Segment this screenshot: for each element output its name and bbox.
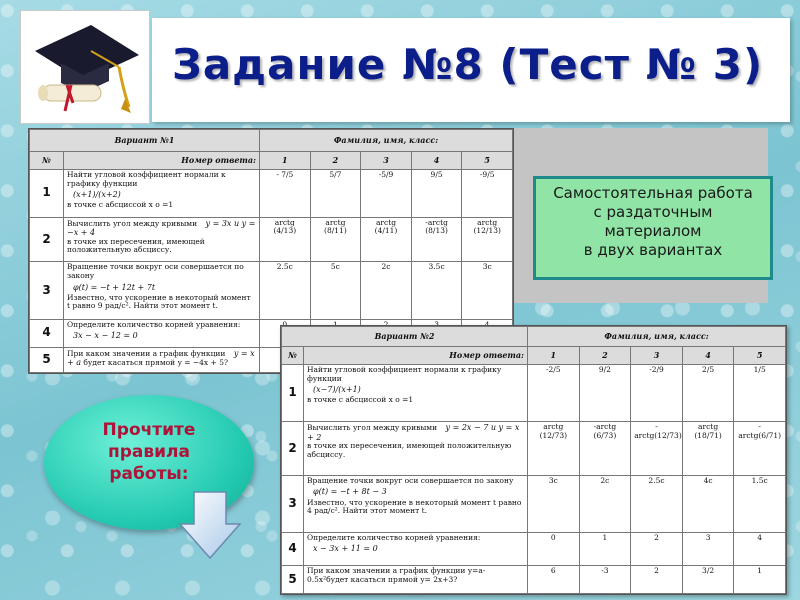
variant2-col-1: 1 <box>528 347 580 365</box>
variant1-col-3: 3 <box>361 152 412 170</box>
table-row: 4 Определите количество корней уравнения: x − 3x + 11 = 0 0 1 2 3 4 <box>282 532 786 566</box>
graduation-cap-icon <box>21 11 149 123</box>
table-row: 1 Найти угловой коэффициент нормали к графику функции (x−7)/(x+1) в точке с абсциссой x o =1 -2/5 9/2 -2/9 2/5 1/5 <box>282 365 786 422</box>
variant2-col-3: 3 <box>631 347 683 365</box>
page-title: Задание №8 (Тест № 3) <box>172 40 764 89</box>
table-row: 3 Вращение точки вокруг оси совершается по закону φ(t) = −t + 8t − 3 Известно, что ускорение в некоторый момент t равно 4 рад/с². Найти этот момент t. 3c 2c 2.5c 4c 1.5c <box>282 475 786 532</box>
variant2-student-label: Фамилия, имя, класс: <box>528 327 786 347</box>
variant2-sheet <box>280 325 787 595</box>
variant2-answer-no-label: Номер ответа: <box>304 347 528 365</box>
bubble-line-2: правила <box>108 442 190 462</box>
table-row: 5 При каком значении a график функции y = x + a будет касаться прямой y = −4x + 5? <box>30 347 513 372</box>
variant2-no-label: № <box>282 347 304 365</box>
callout-line-2: с раздаточным <box>593 203 713 221</box>
graduation-logo <box>20 10 150 124</box>
table-row: 2 Вычислить угол между кривыми y = 3x и y = −x + 4 в точке их пересечения, имеющей положительную абсциссу. arctg (4/13) arctg (8/11) arctg (4/11) -arctg (8/13) arctg (12/13) <box>30 217 513 262</box>
table-row: 4 Определите количество корней уравнения: 3x − x − 12 = 0 <box>30 319 513 347</box>
variant1-col-1: 1 <box>260 152 311 170</box>
table-row: 1 Найти угловой коэффициент нормали к графику функции (x+1)/(x+2) в точке с абсциссой x o =1 - 7/5 5/7 -5/9 9/5 -9/5 <box>30 170 513 218</box>
variant2-header: Вариант №2 <box>282 327 528 347</box>
variant1-col-5: 5 <box>462 152 513 170</box>
table-row: 3 Вращение точки вокруг оси совершается по закону φ(t) = −t + 12t + 7t Известно, что ускорение в некоторый момент t равно 9 рад/с². Найти этот момент t. 2.5c 5c 2c 3.5c 3c <box>30 262 513 319</box>
variant2-col-4: 4 <box>682 347 734 365</box>
variant2-col-2: 2 <box>579 347 631 365</box>
variant1-col-4: 4 <box>411 152 462 170</box>
bubble-line-3: работы: <box>109 464 189 484</box>
callout-box <box>533 176 773 280</box>
title-box <box>152 18 790 122</box>
callout-line-3: материалом <box>604 222 702 240</box>
variant1-student-label: Фамилия, имя, класс: <box>260 130 513 152</box>
table-row: 5 При каком значении a график функции y=a-0.5x²будет касаться прямой y= 2x+3? 6 -3 2 3/2 1 <box>282 566 786 594</box>
table-row: 2 Вычислить угол между кривыми y = 2x − 7 и y = x + 2 в точке их пересечения, имеющей положительную абсциссу. arctg (12/73) -arctg (6/73) -arctg(12/73) arctg (18/71) -arctg(6/71) <box>282 422 786 476</box>
callout-line-1: Самостоятельная работа <box>553 184 753 202</box>
variant1-col-2: 2 <box>310 152 361 170</box>
variant2-col-5: 5 <box>734 347 786 365</box>
variant1-answer-no-label: Номер ответа: <box>64 152 260 170</box>
arrow-down-icon[interactable] <box>178 490 242 560</box>
bubble-line-1: Прочтите <box>102 420 196 440</box>
callout-line-4: в двух вариантах <box>583 241 723 259</box>
variant1-no-label: № <box>30 152 64 170</box>
variant1-header: Вариант №1 <box>30 130 260 152</box>
